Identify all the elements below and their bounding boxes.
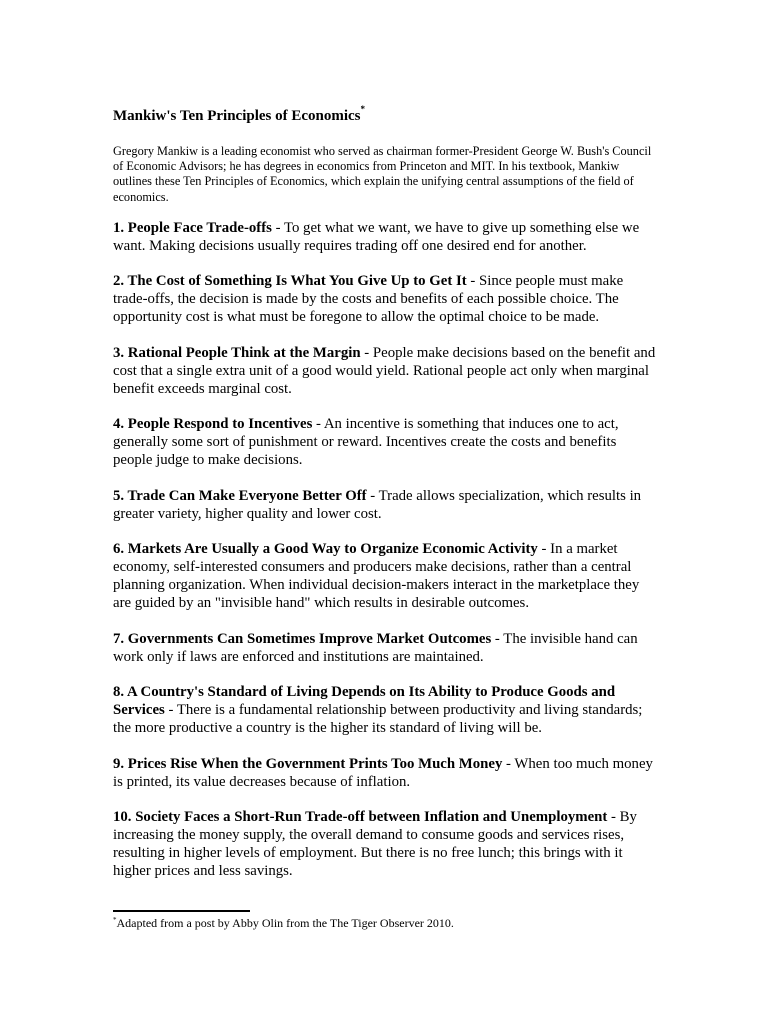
principle-separator: -	[607, 809, 620, 826]
principle-10	[113, 808, 658, 880]
principle-text: The invisible hand can work only if laws are enforced and institutions are maintained.	[113, 630, 638, 665]
principle-5	[113, 487, 658, 523]
principle-heading: 3. Rational People Think at the Margin	[113, 344, 361, 361]
principles-list	[113, 219, 658, 881]
title-footnote-mark: *	[360, 104, 366, 114]
principle-separator: -	[537, 541, 551, 558]
principle-7	[113, 630, 658, 666]
principle-9	[113, 755, 658, 791]
principle-heading: 7. Governments Can Sometimes Improve Market Outcomes	[113, 630, 492, 647]
principle-4	[113, 415, 658, 469]
principle-2	[113, 272, 658, 326]
footnote-text: Adapted from a post by Abby Olin from the The Tiger Observer 2010.	[116, 916, 454, 930]
principle-heading: 10. Society Faces a Short-Run Trade-off between Inflation and Unemployment	[113, 809, 608, 826]
principle-heading: 5. Trade Can Make Everyone Better Off	[113, 487, 367, 504]
principle-8	[113, 683, 658, 737]
principle-separator: -	[491, 630, 504, 647]
principle-text: Since people must make trade-offs, the decision is made by the costs and benefits of each possible choice. The opportunity cost is what must be foregone to allow the optimal choice to be made.	[113, 273, 624, 326]
principle-6	[113, 540, 658, 612]
principle-heading: 6. Markets Are Usually a Good Way to Organize Economic Activity	[113, 541, 538, 558]
principle-heading: 1. People Face Trade-offs	[113, 219, 272, 236]
document-title	[113, 106, 658, 126]
footnote-mark: *	[113, 916, 117, 924]
document-body	[113, 106, 658, 898]
principle-text: People make decisions based on the benefit and cost that a single extra unit of a good would yield. Rational people act only when marginal benefit exceeds marginal cost.	[113, 344, 656, 397]
principle-separator: -	[271, 219, 284, 236]
footnote-divider	[113, 910, 250, 912]
principle-separator: -	[466, 273, 479, 290]
principle-text: An incentive is something that induces one to act, generally some sort of punishment or reward. Incentives create the costs and benefits people judge to make decisions.	[113, 416, 619, 469]
intro-paragraph: Gregory Mankiw is a leading economist who served as chairman former-President George W. Bush's Council of Economic Advisors; he has degrees in economics from Princeton and MIT. In his textbook, Mankiw outlines these Ten Principles of Economics, which explain the unifying central assumptions of the field of economics.	[113, 144, 652, 204]
principle-separator: -	[312, 416, 324, 433]
principle-separator: -	[164, 702, 177, 719]
principle-separator: -	[360, 344, 373, 361]
principle-text: When too much money is printed, its value decreases because of inflation.	[113, 755, 653, 790]
principle-text: To get what we want, we have to give up something else we want. Making decisions usually requires trading off one desired end for another.	[113, 219, 640, 254]
principle-text: Trade allows specialization, which results in greater variety, higher quality and lower cost.	[113, 487, 642, 522]
principle-separator: -	[502, 755, 515, 772]
principle-separator: -	[366, 487, 379, 504]
title-text: Mankiw's Ten Principles of Economics	[113, 108, 361, 124]
principle-heading: 8. A Country's Standard of Living Depends on Its Ability to Produce Goods and Services	[113, 684, 616, 719]
principle-heading: 9. Prices Rise When the Government Prints Too Much Money	[113, 755, 503, 772]
footnote	[113, 915, 454, 931]
principle-heading: 2. The Cost of Something Is What You Give Up to Get It	[113, 273, 467, 290]
principle-3	[113, 344, 658, 398]
principle-text: In a market economy, self-interested consumers and producers make decisions, rather than a central planning organization. When individual decision-makers interact in the marketplace they are guided by an "invisible hand" which results in desirable outcomes.	[113, 541, 640, 612]
principle-text: By increasing the money supply, the overall demand to consume goods and services rises, resulting in higher levels of employment. But there is no free lunch; this brings with it higher prices and less savings.	[113, 809, 637, 880]
principle-1	[113, 219, 658, 255]
principle-heading: 4. People Respond to Incentives	[113, 416, 313, 433]
principle-text: There is a fundamental relationship between productivity and living standards; the more productive a country is the higher its standard of living will be.	[113, 702, 643, 737]
